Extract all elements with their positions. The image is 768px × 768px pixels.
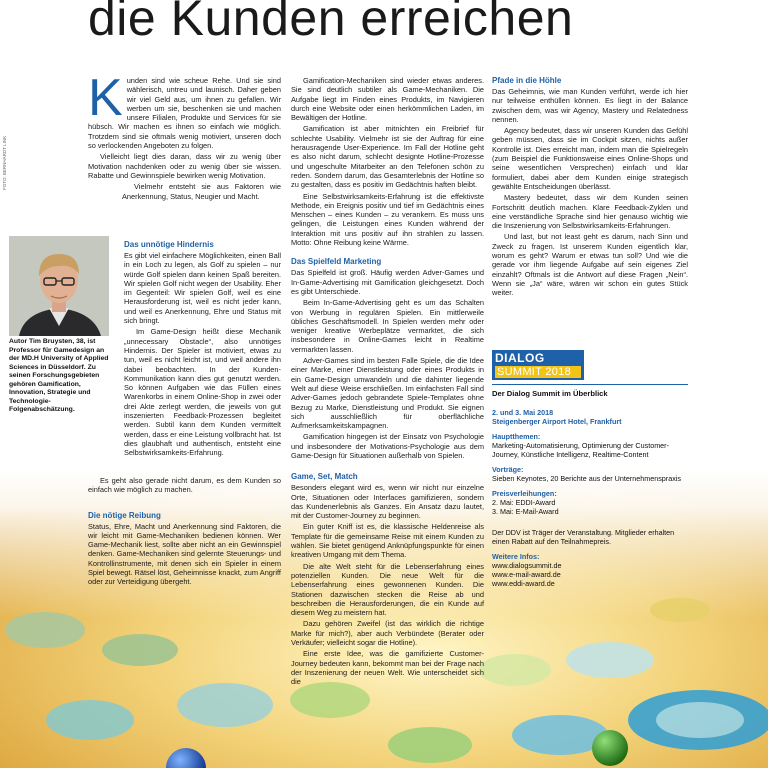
themes-text: Marketing-Automatisierung, Optimierung der Customer-Journey, Künstliche Intelligenz, Realtime-Content [492, 441, 669, 459]
section-heading: Die nötige Reibung [88, 510, 161, 520]
paragraph: Die alte Welt steht für die Lebenserfahrung eines potenziellen Kunden. Die neue Welt für die Lebenserfahrung eines gewonnenen Kunden. Die Stationen dazwischen stecken die Reise ab und beschreiben die Herausforderungen, die ein Kunde auf diesem Weg zu meistern hat. [291, 561, 484, 618]
paragraph: Und last, but not least geht es darum, nach Sinn und Zweck zu fragen. Ist unserem Kunden eigentlich klar, worum es geht? Warum er etwas tun soll? Und wie die gerade vor ihm liegende Aufgabe auf sein eigenes Ziel einzahlt? Oftmals ist die Antwort auf diese Fragen „Nein“. Wenn sie „Ja“ wäre, wären wir schon ein gutes Stück weiter. [492, 232, 688, 298]
paragraph: Es gibt viel einfachere Möglichkeiten, einen Ball in ein Loch zu legen, als Golf zu spielen – nur würde Golf spielen dann keinen Spaß bereiten. Wir spielen Golf nicht wegen der Usability. Eher im Gegenteil: Wir spielen Golf, weil es eine Herausforderung ist, weil es nicht jeder kann, und weil es Anerkennung, Ehre und Status mit sich bringt. [124, 251, 281, 326]
paragraph: Es geht also gerade nicht darum, es dem Kunden so einfach wie möglich zu machen. [88, 476, 281, 495]
paragraph: Das Spielfeld ist groß. Häufig werden Adver-Games und In-Game-Advertising mit Gamification gleichgesetzt. Doch es gibt Unterschiede. [291, 268, 484, 296]
divider [492, 384, 688, 385]
paragraph: Vielleicht liegt dies daran, dass wir zu wenig über Motivation nachdenken oder zu wenig über sie wissen. Rabatte und Gewinnspiele bewirken wenig Motivation. [88, 152, 281, 180]
paragraph: Dazu gehören Zweifel (ist das wirklich die richtige Marke für mich?), aber auch Verbündete (Berater oder Verkäufer; vielleicht sogar die Hotline). [291, 619, 484, 648]
article-column-1 [88, 69, 281, 203]
infobox-subtitle: Der Dialog Summit im Überblick [492, 389, 608, 398]
article-column-2 [291, 76, 484, 689]
awards-section [492, 489, 688, 516]
talks-text: Sieben Keynotes, 20 Berichte aus der Unternehmenspraxis [492, 474, 681, 483]
paragraph: Das Geheimnis, wie man Kunden verführt, werde ich hier nur teilweise enthüllen können. Es liegt in der Balance zwischen dem, was wir Agency, Mastery und Relatedness nennen. [492, 87, 688, 124]
link-dialogsummit[interactable]: www.dialogsummit.de [492, 561, 562, 570]
author-caption: Autor Tim Bruysten, 38, ist Professor für Gamedesign an der MD.H University of Applied Sciences in Düsseldorf. Zu seinen Forschungsgebieten gehören Gamification, Innovation, Strategie und Technologie-Folgenabschätzung. [9, 338, 109, 413]
award-item: 2. Mai: EDDI-Award [492, 498, 556, 507]
dialog-summit-logo [492, 350, 584, 380]
article-column-3 [492, 76, 688, 300]
article-column-1c [88, 476, 281, 589]
paragraph: Eine Selbstwirksamkeits-Erfahrung ist die effektivste Methode, ein Ereignis positiv und tief im Gedächtnis eines Menschen – eines Kunden – zu verankern. Es muss uns gelingen, die Leistungen eines Kunden während der Interaktion mit uns positiv auf ihn strahlen zu lassen. Motto: Ohne Reibung keine Wärme. [291, 191, 484, 248]
paragraph: Agency bedeutet, dass wir unseren Kunden das Gefühl geben müssen, dass sie im Cockpit sitzen, nichts außer Kontrolle ist. Dies erreicht man, indem man die Spielregeln (zum Beispiel die Funktionsweise eines Online-Shops und seine wesentlichen Versprechen) einfach und klar formuliert, dabei aber dem Kunden einige strategisch gewählte Entscheidungen überlässt. [492, 126, 688, 191]
author-portrait [9, 236, 109, 336]
link-eddi-award[interactable]: www.eddi-award.de [492, 579, 555, 588]
section-heading: Game, Set, Match [291, 472, 358, 482]
green-game-piece [592, 730, 628, 766]
article-column-1b [124, 234, 281, 460]
section-heading: Das Spielfeld Marketing [291, 257, 382, 267]
link-email-award[interactable]: www.e-mail-award.de [492, 570, 561, 579]
headline: die Kunden erreichen [88, 0, 574, 46]
event-venue: Steigenberger Airport Hotel, Frankfurt [492, 417, 622, 426]
info-section [492, 552, 688, 588]
ddv-note: Der DDV ist Träger der Veranstaltung. Mitglieder erhalten einen Rabatt auf den Teilnahmepreis. [492, 528, 675, 546]
photo-credit: FOTO: BERNHARDT LINK [2, 135, 7, 190]
logo-line-1: DIALOG [495, 351, 545, 365]
awards-label: Preisverleihungen: [492, 489, 557, 498]
paragraph: Eine erste Idee, was die gamifizierte Customer-Journey bedeuten kann, bekommt man bei der Frage nach der Inszenierung der neuen Welt. Wie unterscheidet sich die [291, 649, 484, 687]
paragraph: Gamification-Mechaniken sind wieder etwas anderes. Sie sind deutlich subtiler als Game-Mechaniken. Die Aufgabe liegt im Finden eines Produkts, im Navigieren durch eine Website oder einen herkömmlichen Laden, im Bewältigen der Hotline. [291, 76, 484, 123]
paragraph: Gamification ist aber mitnichten ein Freibrief für schlechte Usability. Vielmehr ist sie der Auftrag für eine herausragende User-Experience. Im Fall der Hotline geht es also nicht darum, schlecht designte Hotline-Prozesse und ungeschulte Mitarbeiter an den Telefonen schön zu reden. Sondern darum, das Gesamterlebnis der Hotline so zu gestalten, dass es positiv im Gedächtnis haften bleibt. [291, 124, 484, 190]
themes-section [492, 432, 688, 459]
event-infobox [492, 350, 688, 588]
logo-line-2: SUMMIT 2018 [495, 366, 581, 378]
event-date: 2. und 3. Mai 2018 [492, 408, 554, 417]
paragraph: Ein guter Kniff ist es, die klassische Heldenreise als Template für die gemeinsame Reise mit einem Kunden zu wählen. Sie bietet genügend Anknüpfungspunkte für einen kreativen Umgang mit dem Thema. [291, 522, 484, 560]
paragraph: Mastery bedeutet, dass wir dem Kunden seinen Fortschritt deutlich machen. Klare Feedback-Zyklen und eine verständliche Sprache sind hier genauso wichtig wie die Inszenierung von Selbstwirksamkeits-Erfahrungen. [492, 193, 688, 231]
paragraph: Vielmehr entsteht sie aus Faktoren wie Anerkennung, Status, Neugier und Macht. [122, 182, 281, 201]
paragraph: Gamification hingegen ist der Einsatz von Psychologie und insbesondere der Motivations-Psychologie aus dem Game-Design für Situationen außerhalb von Spielen. [291, 432, 484, 460]
talks-label: Vorträge: [492, 465, 524, 474]
section-heading: Das unnötige Hindernis [124, 240, 214, 249]
themes-label: Hauptthemen: [492, 432, 541, 441]
talks-section [492, 465, 688, 483]
paragraph: Adver-Games sind im besten Falle Spiele, die die Idee einer Marke, einer Dienstleistung oder eines Produkts in ein Game-Design umwandeln und die dahinter liegende Welt auf diese Weise erschließen. Im einfachsten Fall sind Adver-Games jedoch gebrandete Spiele-Templates ohne Bezug zu Marke, Dienstleistung und Produkt. Sie eignen sich ausschließlich für oberflächliche Aufmerksamkeitskampagnen. [291, 356, 484, 431]
section-heading: Pfade in die Höhle [492, 76, 562, 85]
drop-cap: K [88, 69, 123, 127]
paragraph: Im Game-Design heißt diese Mechanik „unnecessary Obstacle“, also unnötiges Hindernis. Der Spieler ist motiviert, etwas zu tun, weil es nicht leicht ist, und weil andere ihn dabei beobachten. In der Kunden-Kommunikation kann dies gut genutzt werden. So können Aufgaben wie das Füllen eines Warenkorbs in einem Online-Shop in zwei oder drei Akte zerlegt werden, die jeweils von gut inszenierten Feedback-Prozessen begleitet werden. Subtil kann dem Kunden vermittelt werden, dass er eine Leistung vollbracht hat. Ist dies glaubhaft und authentisch, entsteht eine Selbstwirksamkeits-Erfahrung. [124, 327, 281, 458]
award-item: 3. Mai: E-Mail-Award [492, 507, 559, 516]
paragraph: Status, Ehre, Macht und Anerkennung sind Faktoren, die wir leicht mit Game-Mechaniken bedienen können. Wer Game-Mechanik liest, sollte aber nicht an ein Gewinnspiel denken. Game-Mechaniken sind gelernte Steuerungs- und Kontrollinstrumente, mit denen sich ein Spieler in einem Spiel bewegt. Rätsel löst, Geheimnisse knackt, zum Angriff oder zur Verteidigung übergeht. [88, 521, 281, 587]
info-label: Weitere Infos: [492, 552, 540, 561]
paragraph: Beim In-Game-Advertising geht es um das Schalten von Werbung in regulären Spielen. Ein mittlerweile übliches Geschäftsmodell. In Spielen werden mehr oder weniger kreative Werbeplätze vermarktet, die sich insbesondere in Online-Games leicht in Realtime vermarkten lassen. [291, 298, 484, 354]
paragraph: Besonders elegant wird es, wenn wir nicht nur einzelne Orte, Situationen oder Interfaces gamifizieren, sondern das Kundenerlebnis als Ganzes. Ein Ansatz dazu lautet, mit der Customer-Journey zu beginnen. [291, 483, 484, 521]
intro-paragraph: unden sind wie scheue Rehe. Und sie sind wählerisch, untreu und launisch. Daher geben wir viel Geld aus, um ihnen zu gefallen. Wir werben um sie, beschenken sie und machen unsere Filialen, Produkte und Services für sie hübsch. Wir machen es ihnen so einfach wie möglich. Trotzdem sind sie oftmals wenig motiviert, unseren doch so verlockenden Angeboten zu folgen. [88, 76, 281, 151]
